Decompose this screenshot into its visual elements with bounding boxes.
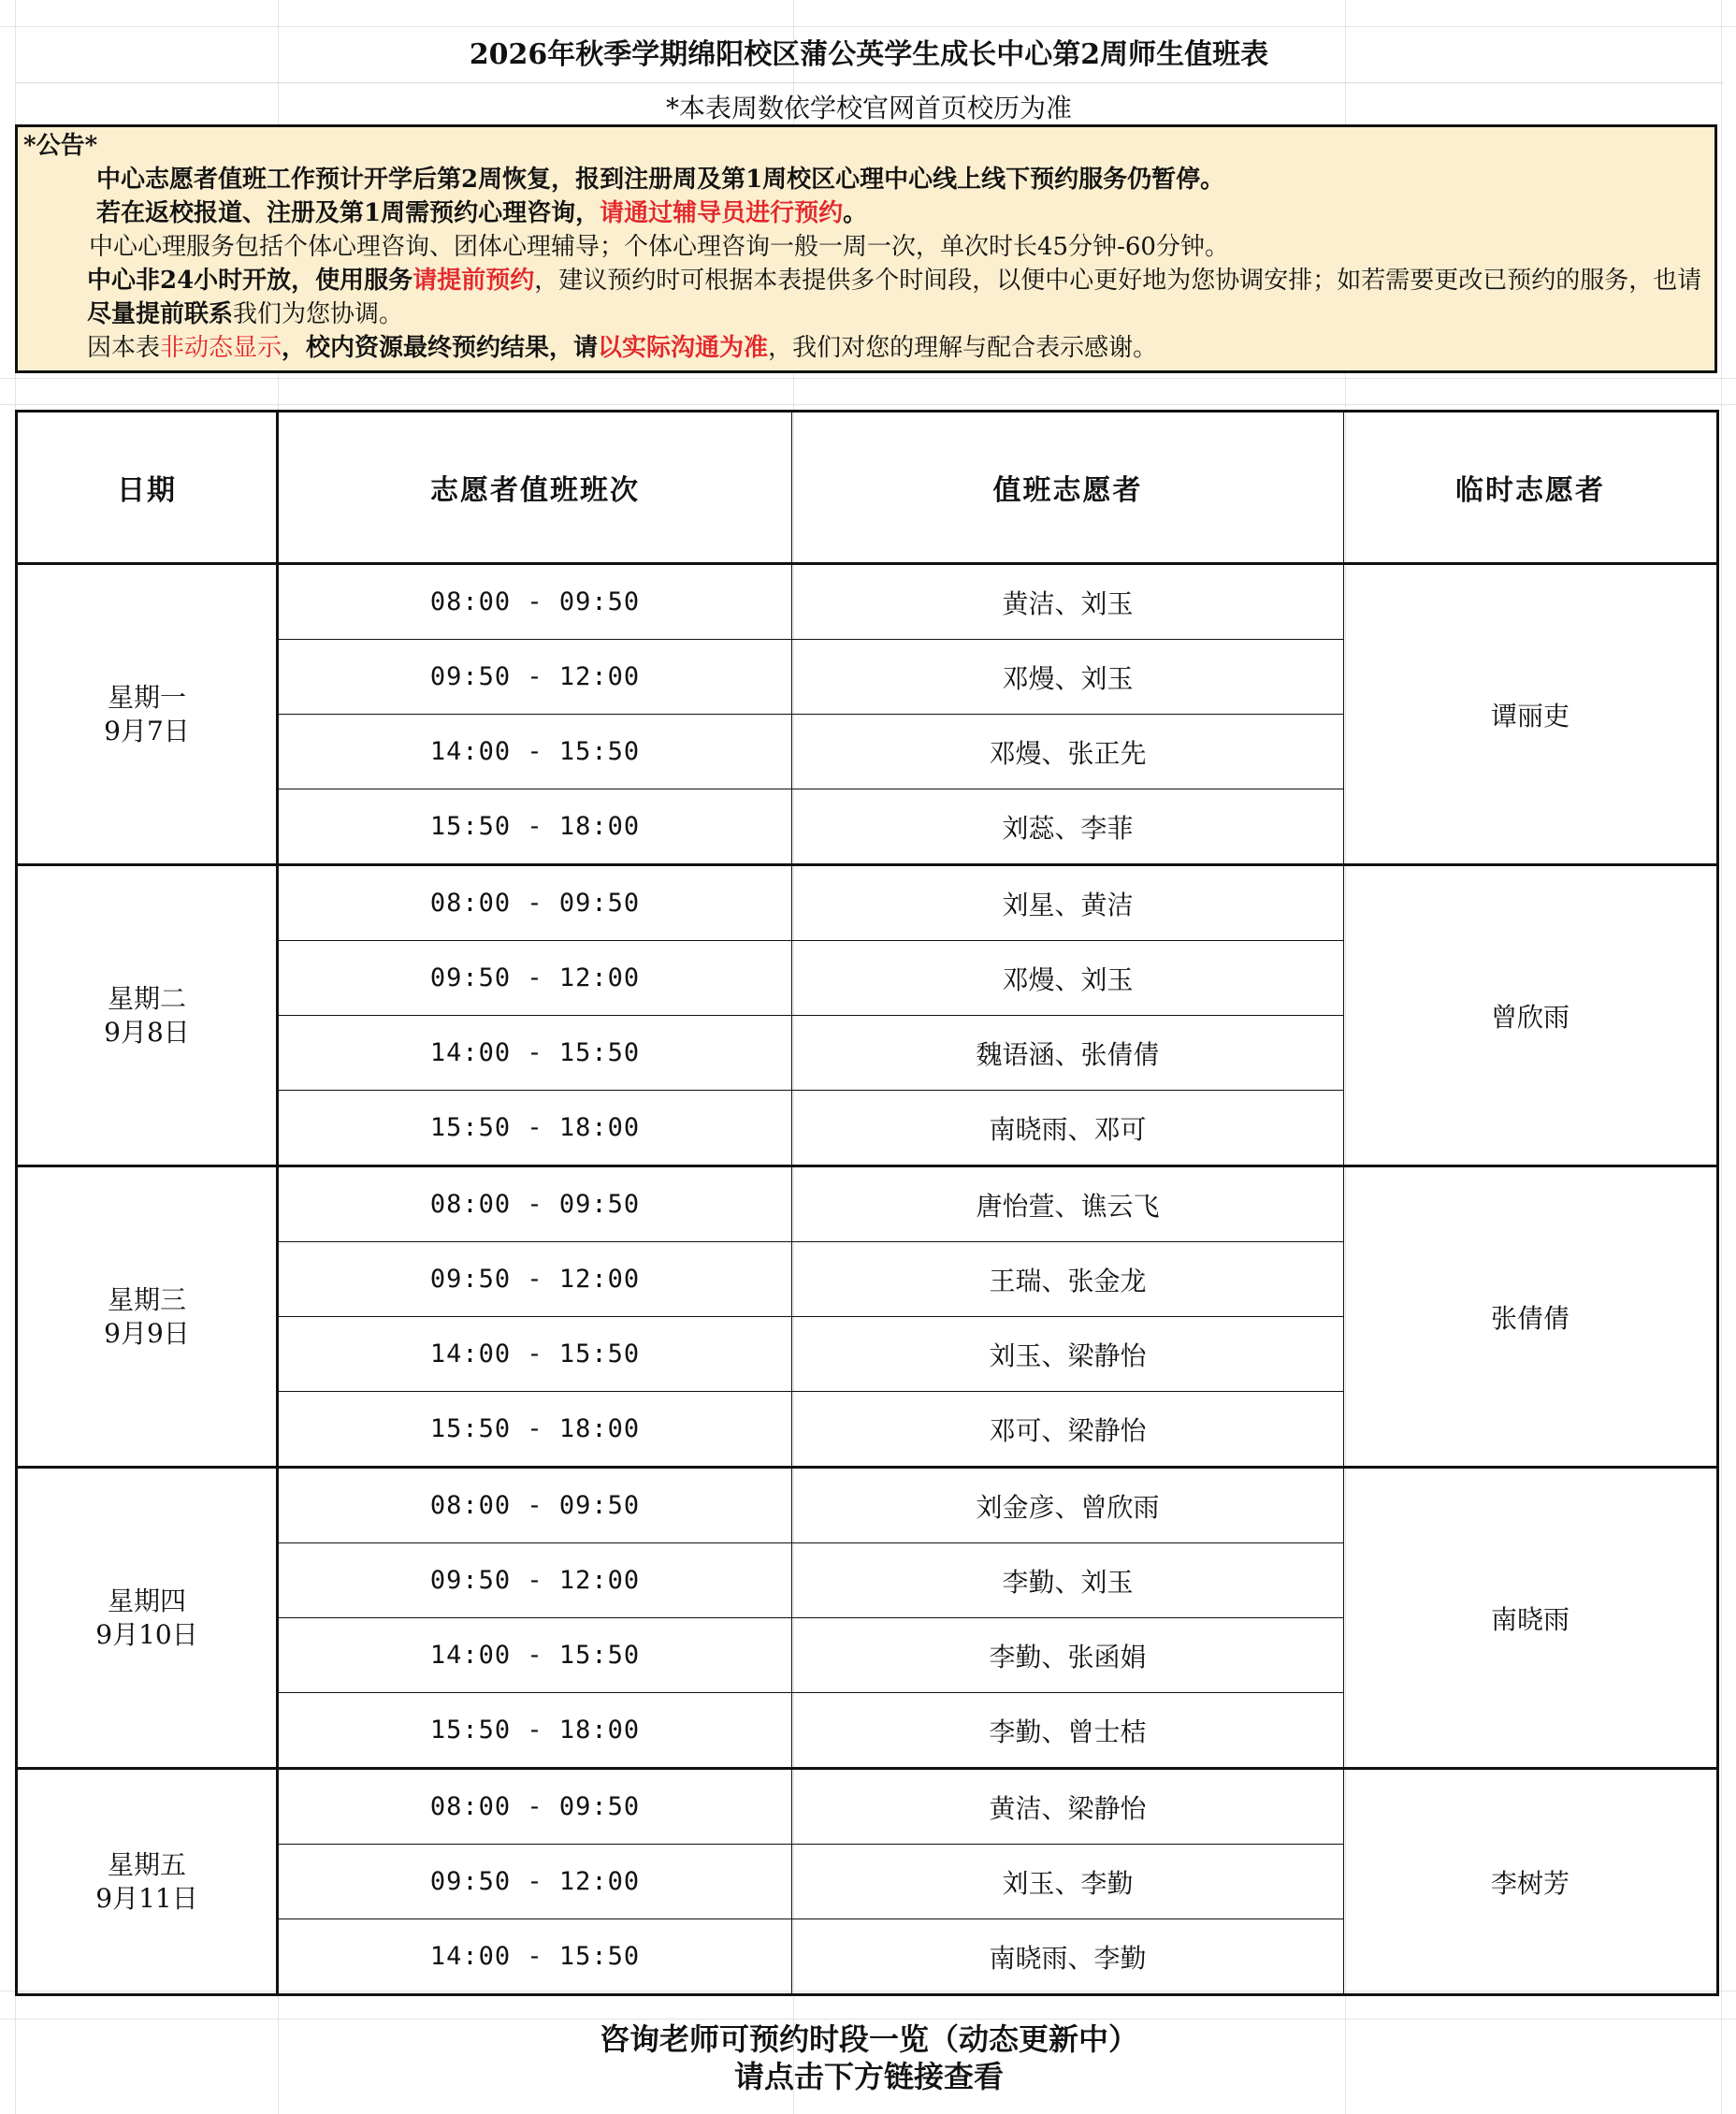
date-label: 9月9日 — [104, 1317, 190, 1349]
notice-highlight: 非动态显示 — [160, 334, 282, 362]
day-group — [17, 865, 1718, 1166]
gridline — [0, 378, 1736, 379]
notice-text: 因本表 — [87, 334, 161, 362]
notice-line-1: 中心志愿者值班工作预计开学后第2周恢复，报到注册周及第1周校区心理中心线上线下预约服务仍暂停。 — [96, 166, 1225, 194]
table-row — [17, 865, 1718, 941]
table-row — [17, 1769, 1718, 1845]
shift-time-cell: 09:50 - 12:00 — [278, 1242, 792, 1317]
notice-line-4 — [23, 264, 1709, 331]
header-shift: 志愿者值班班次 — [278, 412, 792, 564]
page-subtitle: *本表周数依学校官网首页校历为准 — [665, 93, 1072, 123]
day-cell — [17, 1468, 278, 1769]
footer-note — [15, 2020, 1723, 2095]
table-row — [17, 1468, 1718, 1543]
shift-time-cell: 14:00 - 15:50 — [278, 1016, 792, 1091]
shift-time-cell: 09:50 - 12:00 — [278, 941, 792, 1016]
temp-volunteer-cell: 李树芳 — [1344, 1769, 1718, 1995]
shift-time-cell: 08:00 - 09:50 — [278, 1468, 792, 1543]
header-temp-volunteer: 临时志愿者 — [1344, 412, 1718, 564]
day-cell — [17, 1769, 278, 1995]
day-cell — [17, 564, 278, 865]
volunteers-cell: 黄洁、梁静怡 — [792, 1769, 1344, 1845]
notice-line-5 — [23, 331, 1709, 365]
weekday-label: 星期五 — [107, 1848, 186, 1880]
volunteers-cell: 南晓雨、李勤 — [792, 1919, 1344, 1995]
date-label: 9月10日 — [95, 1618, 198, 1650]
notice-text: ，我们对您的理解与配合表示感谢。 — [768, 334, 1158, 362]
shift-time-cell: 14:00 - 15:50 — [278, 1919, 792, 1995]
notice-highlight: 请提前预约 — [412, 267, 535, 295]
day-group — [17, 1468, 1718, 1769]
gridline — [0, 26, 1736, 27]
shift-time-cell: 08:00 - 09:50 — [278, 564, 792, 640]
notice-text: 中心非24小时开放，使用服务 — [87, 267, 413, 295]
footer-line-1: 咨询老师可预约时段一览（动态更新中） — [599, 2021, 1138, 2057]
shift-time-cell: 15:50 - 18:00 — [278, 1091, 792, 1166]
table-row — [17, 564, 1718, 640]
shift-time-cell: 15:50 - 18:00 — [278, 789, 792, 865]
notice-line-3: 中心心理服务包括个体心理咨询、团体心理辅导；个体心理咨询一般一周一次，单次时长45分钟-60分钟。 — [89, 233, 1229, 261]
shift-time-cell: 08:00 - 09:50 — [278, 1769, 792, 1845]
volunteers-cell: 魏语涵、张倩倩 — [792, 1016, 1344, 1091]
weekday-label: 星期三 — [107, 1283, 186, 1315]
volunteers-cell: 刘星、黄洁 — [792, 865, 1344, 941]
notice-line-2 — [23, 196, 1709, 230]
notice-highlight: 请通过辅导员进行预约 — [600, 199, 844, 227]
table-row — [17, 1166, 1718, 1242]
shift-time-cell: 09:50 - 12:00 — [278, 1845, 792, 1919]
notice-text: 。 — [843, 199, 868, 227]
notice-text: 我们为您协调。 — [233, 300, 404, 328]
gridline — [0, 404, 1736, 405]
temp-volunteer-cell: 张倩倩 — [1344, 1166, 1718, 1468]
volunteers-cell: 王瑞、张金龙 — [792, 1242, 1344, 1317]
volunteers-cell: 南晓雨、邓可 — [792, 1091, 1344, 1166]
notice-text: 若在返校报道、注册及第1周需预约心理咨询， — [96, 199, 600, 227]
day-cell — [17, 865, 278, 1166]
date-label: 9月7日 — [104, 715, 190, 746]
notice-highlight: 尽量提前联系 — [87, 300, 234, 328]
day-cell — [17, 1166, 278, 1468]
volunteers-cell: 邓熳、张正先 — [792, 715, 1344, 789]
gridline — [1721, 0, 1722, 2114]
shift-time-cell: 15:50 - 18:00 — [278, 1693, 792, 1769]
volunteers-cell: 唐怡萱、谯云飞 — [792, 1166, 1344, 1242]
notice-heading: *公告* — [23, 132, 98, 160]
volunteers-cell: 邓熳、刘玉 — [792, 640, 1344, 715]
shift-time-cell: 14:00 - 15:50 — [278, 1618, 792, 1693]
shift-time-cell: 14:00 - 15:50 — [278, 1317, 792, 1392]
volunteers-cell: 刘玉、梁静怡 — [792, 1317, 1344, 1392]
volunteers-cell: 李勤、张函娟 — [792, 1618, 1344, 1693]
duty-schedule-table — [15, 410, 1719, 1996]
weekday-label: 星期二 — [107, 982, 186, 1014]
day-group — [17, 564, 1718, 865]
weekday-label: 星期四 — [107, 1585, 186, 1616]
date-label: 9月8日 — [104, 1016, 190, 1048]
shift-time-cell: 08:00 - 09:50 — [278, 865, 792, 941]
volunteers-cell: 李勤、曾士桔 — [792, 1693, 1344, 1769]
notice-text: ，建议预约时可根据本表提供多个时间段，以便中心更好地为您协调安排；如若需要更改已预约的服务，也请 — [534, 267, 1702, 295]
shift-time-cell: 09:50 - 12:00 — [278, 1543, 792, 1618]
volunteers-cell: 刘金彦、曾欣雨 — [792, 1468, 1344, 1543]
temp-volunteer-cell: 谭丽吏 — [1344, 564, 1718, 865]
date-label: 9月11日 — [95, 1882, 198, 1914]
notice-box — [15, 124, 1717, 373]
notice-highlight: 以实际沟通为准 — [598, 334, 769, 362]
volunteers-cell: 李勤、刘玉 — [792, 1543, 1344, 1618]
day-group — [17, 1166, 1718, 1468]
header-date: 日期 — [17, 412, 278, 564]
weekday-label: 星期一 — [107, 681, 186, 713]
volunteers-cell: 黄洁、刘玉 — [792, 564, 1344, 640]
gridline — [0, 2019, 1736, 2020]
footer-line-2: 请点击下方链接查看 — [733, 2059, 1004, 2094]
temp-volunteer-cell: 曾欣雨 — [1344, 865, 1718, 1166]
volunteers-cell: 邓可、梁静怡 — [792, 1392, 1344, 1468]
header-volunteers: 值班志愿者 — [792, 412, 1344, 564]
volunteers-cell: 邓熳、刘玉 — [792, 941, 1344, 1016]
notice-text: ，校内资源最终预约结果，请 — [282, 334, 599, 362]
page-title: 2026年秋季学期绵阳校区蒲公英学生成长中心第2周师生值班表 — [15, 28, 1723, 83]
shift-time-cell: 15:50 - 18:00 — [278, 1392, 792, 1468]
volunteers-cell: 刘蕊、李菲 — [792, 789, 1344, 865]
shift-time-cell: 14:00 - 15:50 — [278, 715, 792, 789]
day-group — [17, 1769, 1718, 1995]
volunteers-cell: 刘玉、李勤 — [792, 1845, 1344, 1919]
temp-volunteer-cell: 南晓雨 — [1344, 1468, 1718, 1769]
shift-time-cell: 09:50 - 12:00 — [278, 640, 792, 715]
shift-time-cell: 08:00 - 09:50 — [278, 1166, 792, 1242]
table-header-row — [17, 412, 1718, 564]
